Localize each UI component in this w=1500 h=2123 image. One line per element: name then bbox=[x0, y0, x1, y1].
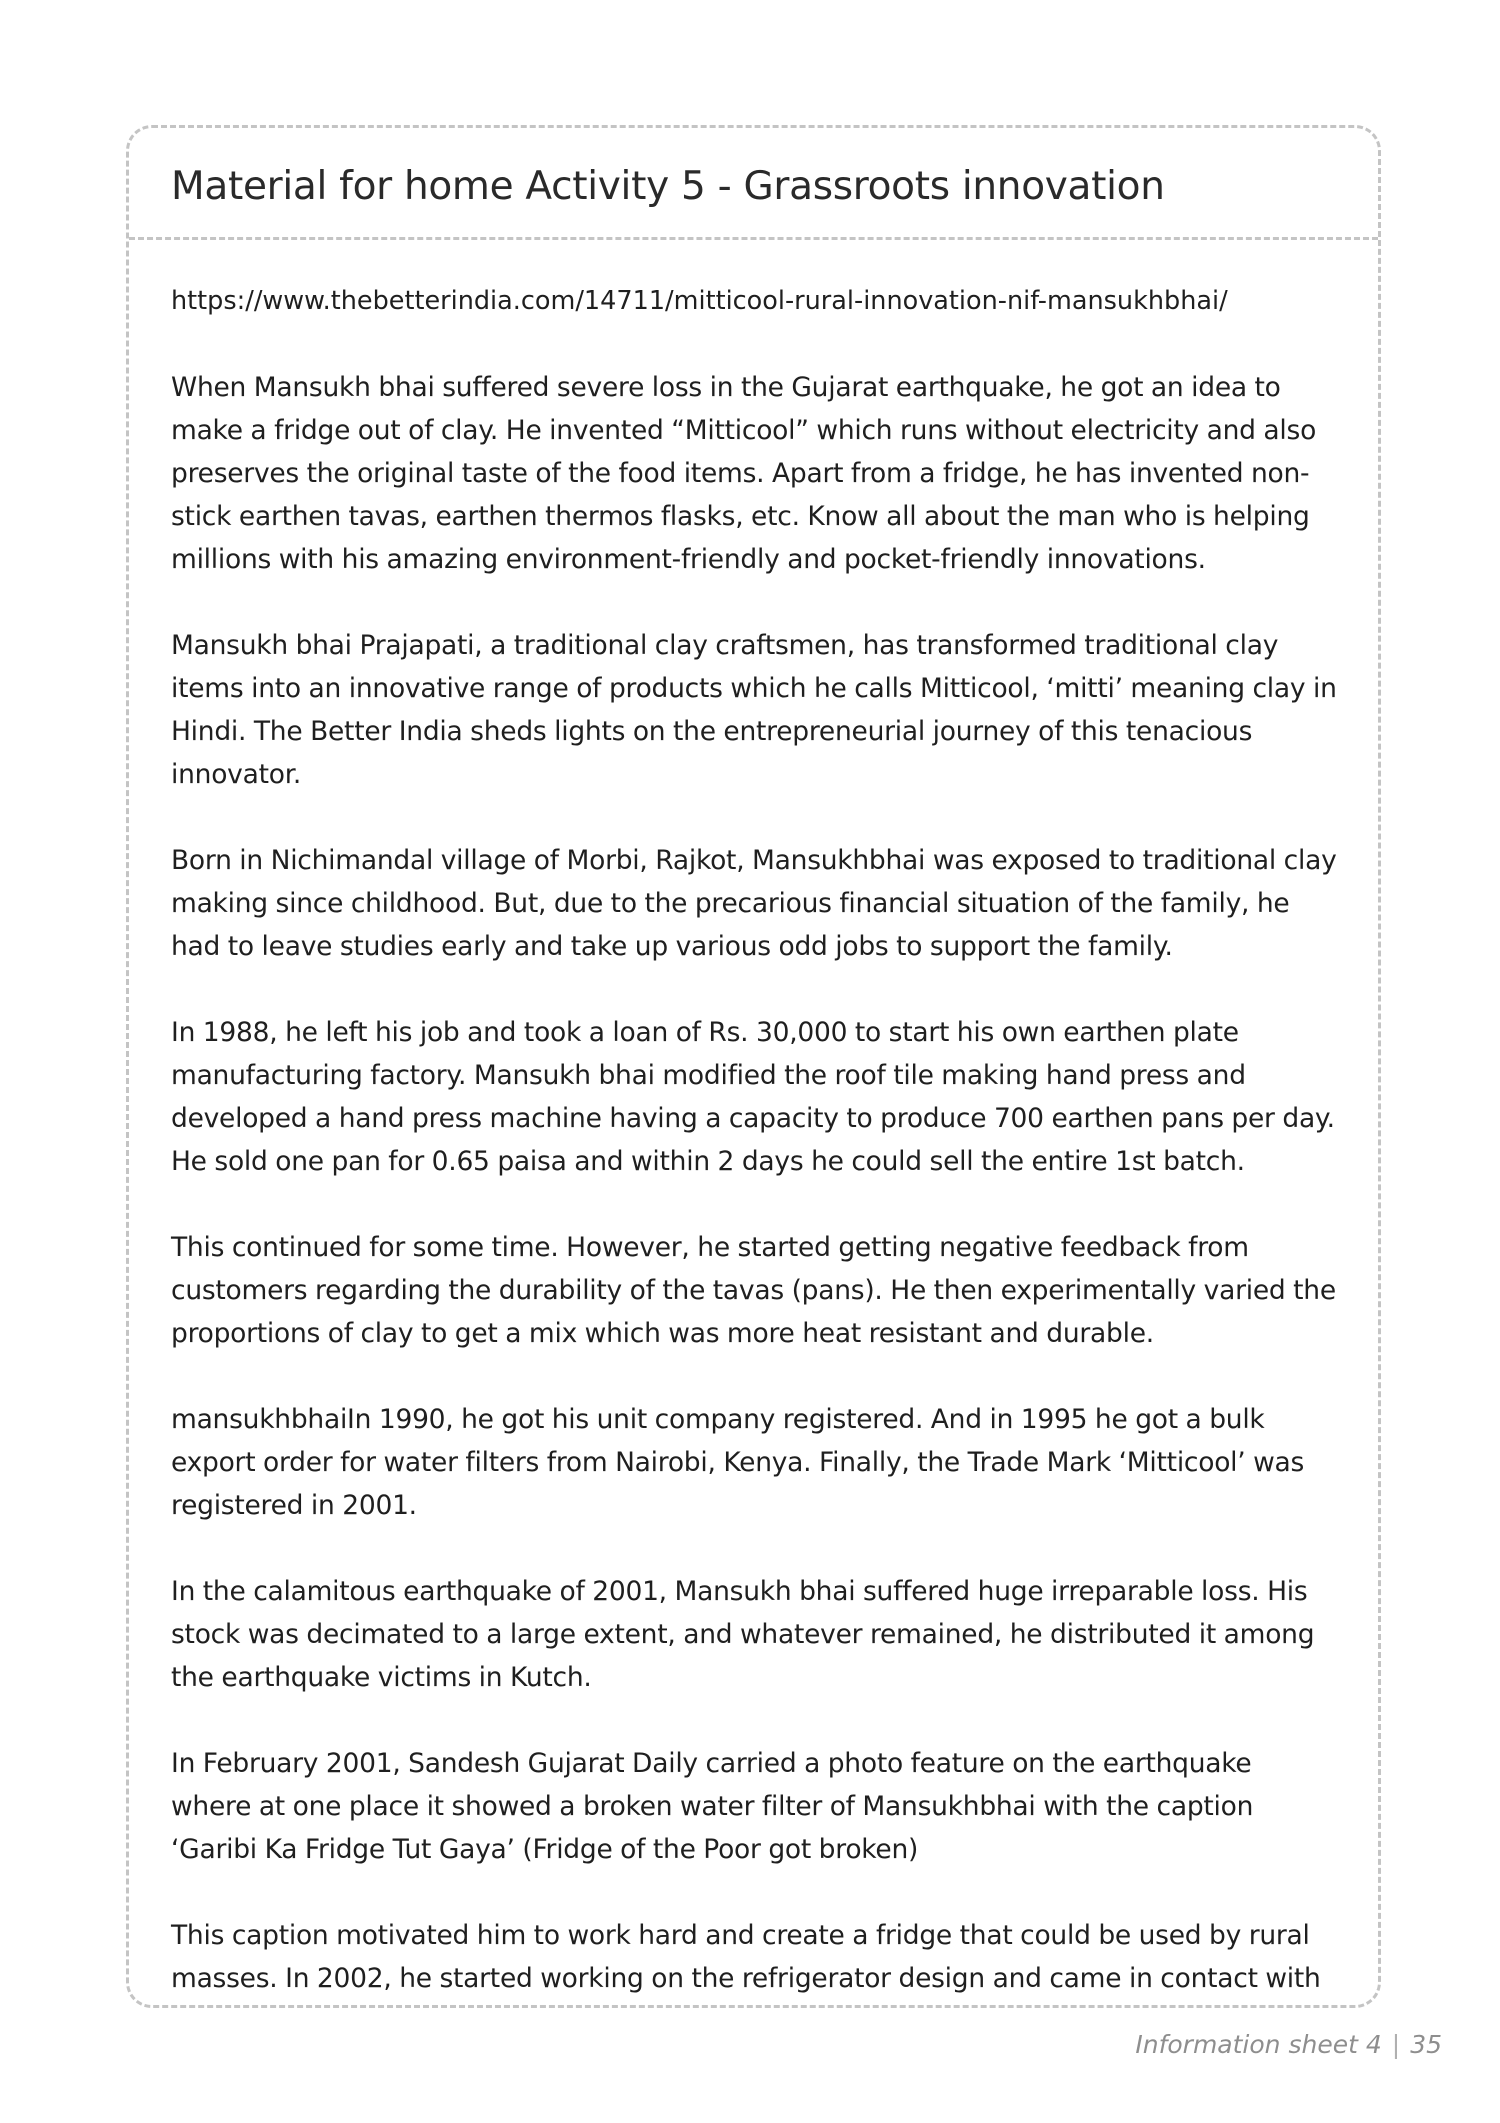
card-body bbox=[129, 240, 1378, 2000]
paragraph-mitticool: Mansukh bhai Prajapati, a traditional clay craftsmen, has transformed traditional clay items into an innovative range of products which he calls Mitticool, ‘mitti’ meaning clay in Hindi. The Better India sheds lights on the entrepreneurial journey of this tenacious innovator. bbox=[171, 630, 1337, 790]
paragraph-feedback: This continued for some time. However, he started getting negative feedback from customers regarding the durability of the tavas (pans). He then experimentally varied the proportions of clay to get a mix which was more heat resistant and durable. bbox=[171, 1232, 1336, 1349]
page-number: 35 bbox=[1410, 2030, 1442, 2059]
paragraph-early-life: Born in Nichimandal village of Morbi, Rajkot, Mansukhbhai was exposed to traditional clay making since childhood. But, due to the precarious financial situation of the family, he had to leave studies early and take up various odd jobs to support the family. bbox=[171, 845, 1337, 962]
source-link[interactable]: https://www.thebetterindia.com/14711/mitticool-rural-innovation-nif-mansukhbhai/ bbox=[171, 286, 1228, 316]
paragraph-factory: In 1988, he left his job and took a loan of Rs. 30,000 to start his own earthen plate manufacturing factory. Mansukh bhai modified the roof tile making hand press and developed a hand press machine having a capacity to produce 700 earthen pans per day. He sold one pan for 0.65 paisa and within 2 days he could sell the entire 1st batch. bbox=[171, 1017, 1335, 1177]
paragraph-motivation: This caption motivated him to work hard and create a fridge that could be used by rural masses. In 2002, he started working on the refrigerator design and came in contact with bbox=[171, 1920, 1321, 1994]
footer-sheet-label: Information sheet 4 bbox=[1135, 2030, 1382, 2059]
footer-separator: | bbox=[1391, 2030, 1401, 2059]
paragraph-photo-feature: In February 2001, Sandesh Gujarat Daily carried a photo feature on the earthquake where at one place it showed a broken water filter of Mansukhbhai with the caption ‘Garibi Ka Fridge Tut Gaya’ (Fridge of the Poor got broken) bbox=[171, 1748, 1254, 1865]
paragraph-registration: mansukhbhaiIn 1990, he got his unit company registered. And in 1995 he got a bulk export order for water filters from Nairobi, Kenya. Finally, the Trade Mark ‘Mitticool’ was registered in 2001. bbox=[171, 1404, 1305, 1521]
paragraph-earthquake: In the calamitous earthquake of 2001, Mansukh bhai suffered huge irreparable loss. His stock was decimated to a large extent, and whatever remained, he distributed it among the earthquake victims in Kutch. bbox=[171, 1576, 1315, 1693]
card-header bbox=[129, 128, 1378, 240]
paragraph-intro: When Mansukh bhai suffered severe loss in the Gujarat earthquake, he got an idea to make a fridge out of clay. He invented “Mitticool” which runs without electricity and also preserves the original taste of the food items. Apart from a fridge, he has invented non-stick earthen tavas, earthen thermos flasks, etc. Know all about the man who is helping millions with his amazing environment-friendly and pocket-friendly innovations. bbox=[171, 372, 1317, 575]
page-footer bbox=[1135, 2030, 1442, 2059]
content-card bbox=[126, 125, 1381, 2008]
page-title: Material for home Activity 5 - Grassroots innovation bbox=[171, 164, 1165, 209]
